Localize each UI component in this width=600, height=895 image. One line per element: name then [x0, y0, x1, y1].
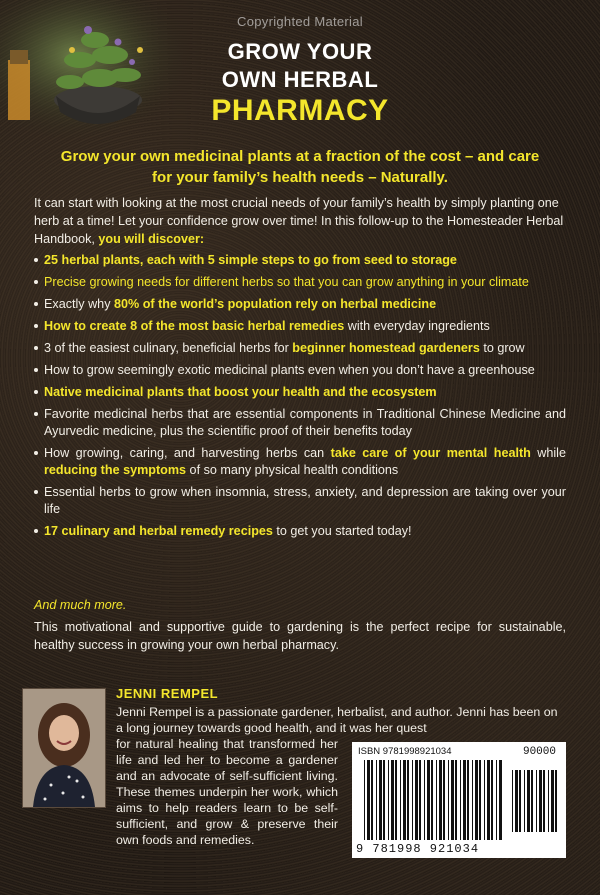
- list-item: [34, 406, 566, 440]
- intro-text: It can start with looking at the most crucial needs of your family’s health by simply planting one herb at a time! Let your confidence grow over time! In this follow-up to the Homesteader Herbal Handbook,: [34, 196, 564, 246]
- bullet-text: How growing, caring, and harvesting herbs can: [44, 446, 331, 460]
- barcode-bar: [415, 760, 418, 840]
- barcode-bar: [439, 760, 442, 840]
- book-title: [180, 38, 420, 128]
- barcode-bar: [403, 760, 406, 840]
- bullet-highlight: 25 herbal plants, each with 5 simple steps to go from seed to storage: [44, 253, 457, 267]
- barcode-bar: [539, 770, 542, 832]
- title-line-2: OWN HERBAL: [221, 67, 379, 92]
- list-item: [34, 362, 566, 379]
- barcode-bar: [499, 760, 502, 840]
- intro-highlight: you will discover:: [98, 232, 205, 246]
- herb-pot-illustration: [0, 0, 190, 140]
- bullet-text: while: [530, 446, 566, 460]
- barcode-bar: [391, 760, 394, 840]
- barcode-bar: [364, 760, 365, 840]
- barcode-bar: [496, 760, 497, 840]
- barcode-bar: [467, 760, 469, 840]
- bullet-highlight: beginner homestead gardeners: [292, 341, 480, 355]
- barcode-bar: [519, 770, 521, 832]
- copyright-watermark: Copyrighted Material: [237, 14, 363, 29]
- addon-barcode-bars: [512, 770, 560, 840]
- bullet-text: Favorite medicinal herbs that are essential components in Traditional Chinese Medicine and Ayurvedic medicine, plus the scientific proof of their benefits today: [44, 407, 566, 438]
- barcode-bar: [463, 760, 466, 840]
- barcode-bar: [388, 760, 389, 840]
- barcode-bar: [460, 760, 461, 840]
- barcode-bar: [427, 760, 430, 840]
- bullet-text: 3 of the easiest culinary, beneficial herbs for: [44, 341, 293, 355]
- barcode-bar: [524, 770, 525, 832]
- barcode-bar: [443, 760, 445, 840]
- barcode-bar: [412, 760, 413, 840]
- bullet-highlight: reducing the symptoms: [44, 463, 187, 477]
- isbn-digits: 9 781998 921034: [356, 842, 480, 856]
- author-portrait-icon: [23, 689, 105, 807]
- barcode-bar: [451, 760, 454, 840]
- barcode-bar: [475, 760, 478, 840]
- barcode-bar: [371, 760, 373, 840]
- bullet-text: of so many physical health conditions: [186, 463, 399, 477]
- tagline: Grow your own medicinal plants at a fraction of the cost – and care for your family’s health needs – Naturally.: [60, 148, 540, 186]
- intro-paragraph: [34, 194, 566, 248]
- barcode-bar: [536, 770, 537, 832]
- barcode-bar: [512, 770, 513, 832]
- list-item: [34, 523, 566, 540]
- barcode-bar: [424, 760, 425, 840]
- bullet-highlight: Native medicinal plants that boost your health and the ecosystem: [44, 385, 437, 399]
- list-item: [34, 318, 566, 335]
- barcode-bar: [436, 760, 437, 840]
- barcode-bar: [548, 770, 549, 832]
- barcode-bar: [515, 770, 518, 832]
- barcode-bar: [407, 760, 409, 840]
- barcode-bar: [479, 760, 481, 840]
- author-bio-wrap: for natural healing that transformed her life and led her to become a gardener and an advocate of self-sufficient living. These themes underpin her work, which aims to help readers learn to be self-sufficient, and grow & preserve their own foods and remedies.: [116, 737, 338, 847]
- list-item: [34, 296, 566, 313]
- bullet-text: How to grow seemingly exotic medicinal plants even when you don’t have a greenhouse: [44, 363, 535, 377]
- bullet-text: to get you started today!: [272, 524, 412, 538]
- list-item: [34, 384, 566, 401]
- bullet-highlight: 80% of the world’s population rely on herbal medicine: [114, 297, 437, 311]
- barcode-bar: [531, 770, 533, 832]
- list-item: [34, 340, 566, 357]
- barcode-bar: [419, 760, 421, 840]
- title-line-3: PHARMACY: [211, 94, 389, 127]
- barcode-bar: [400, 760, 401, 840]
- title-line-1: GROW YOUR: [227, 39, 373, 64]
- bullet-highlight: How to create 8 of the most basic herbal remedies: [44, 319, 345, 333]
- list-item: [34, 274, 566, 291]
- barcode-bar: [491, 760, 493, 840]
- author-bio-top: Jenni Rempel is a passionate gardener, herbalist, and author. Jenni has been on a long journey towards good health, and it was her quest: [116, 705, 558, 735]
- bullet-list: [34, 252, 566, 545]
- barcode-bar: [487, 760, 490, 840]
- bullet-text: Essential herbs to grow when insomnia, stress, anxiety, and depression are taking over your life: [44, 485, 566, 516]
- barcode: [352, 742, 566, 858]
- barcode-bar: [551, 770, 554, 832]
- barcode-bar: [555, 770, 557, 832]
- closing-paragraph: This motivational and supportive guide to gardening is the perfect recipe for sustainable, healthy success in growing your own herbal pharmacy.: [34, 620, 566, 652]
- bullet-text: Exactly why: [44, 297, 114, 311]
- ean-barcode-bars: [364, 760, 504, 840]
- barcode-bar: [472, 760, 473, 840]
- barcode-bar: [431, 760, 433, 840]
- isbn-label: ISBN 9781998921034: [358, 746, 452, 757]
- barcode-bar: [395, 760, 397, 840]
- barcode-bar: [448, 760, 449, 840]
- bullet-text: Precise growing needs for different herbs so that you can grow anything in your climate: [44, 275, 529, 289]
- bullet-text: to grow: [479, 341, 525, 355]
- bullet-text: with everyday ingredients: [344, 319, 490, 333]
- bullet-highlight: take care of your mental health: [330, 446, 531, 460]
- barcode-bar: [543, 770, 545, 832]
- barcode-bar: [484, 760, 485, 840]
- and-much-more: And much more.: [34, 598, 127, 612]
- price-code: 90000: [522, 746, 556, 758]
- barcode-bar: [527, 770, 530, 832]
- author-name: JENNI REMPEL: [116, 686, 219, 701]
- list-item: [34, 252, 566, 269]
- barcode-bar: [376, 760, 377, 840]
- barcode-bar: [455, 760, 457, 840]
- bullet-highlight: 17 culinary and herbal remedy recipes: [44, 524, 273, 538]
- barcode-bar: [383, 760, 385, 840]
- author-photo: [22, 688, 106, 808]
- barcode-bar: [379, 760, 382, 840]
- list-item: [34, 445, 566, 479]
- barcode-bar: [367, 760, 370, 840]
- list-item: [34, 484, 566, 518]
